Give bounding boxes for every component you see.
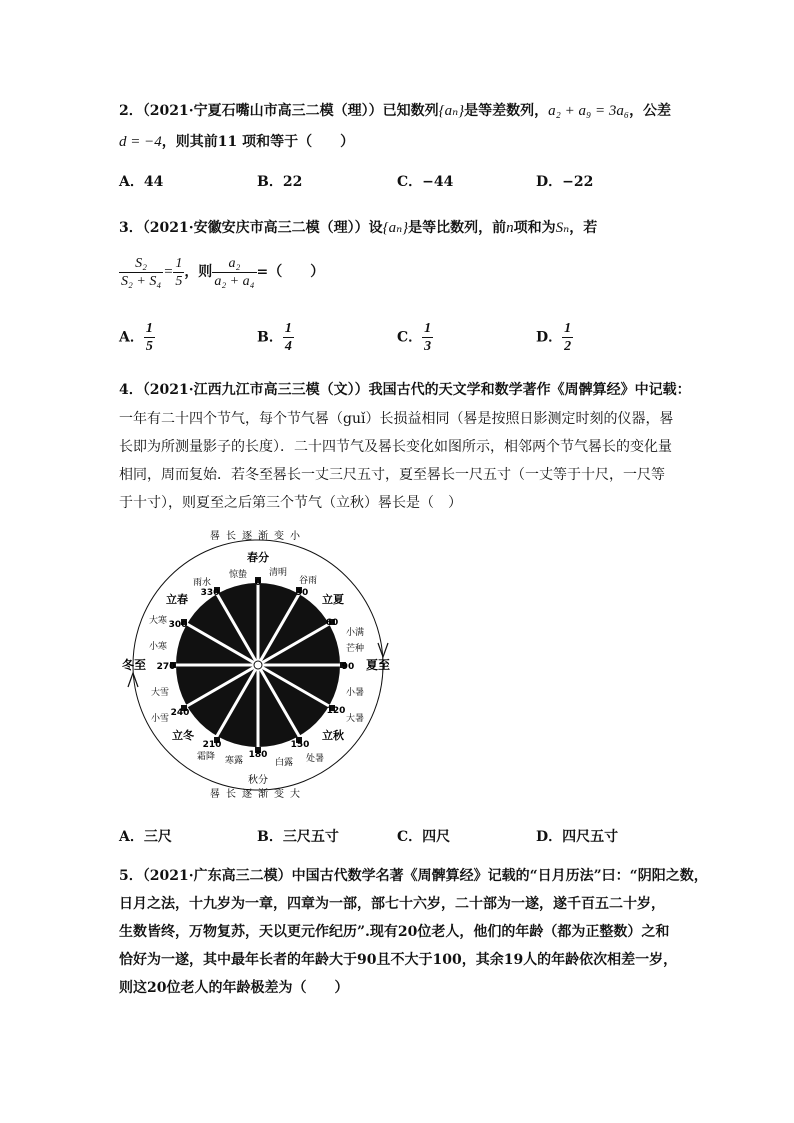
- q5-line5: 则这20位老人的年龄极差为（ ）: [119, 980, 349, 996]
- q5-line2: 日月之法，十九岁为一章，四章为一部，部七十六岁，二十部为一遂，遂千百五二十岁，: [119, 896, 665, 912]
- svg-text:芒种: 芒种: [345, 644, 365, 654]
- svg-text:雨水: 雨水: [192, 578, 212, 588]
- q2-option-a[interactable]: A．44: [119, 174, 164, 190]
- term-qiufen: 秋分: [248, 775, 268, 786]
- q4-line1: 4．（2021·江西九江市高三三模（文））我国古代的天文学和数学著作《周髀算经》中记载：: [119, 382, 691, 398]
- q4-option-a[interactable]: A．三尺: [119, 829, 172, 845]
- svg-text:惊蛰: 惊蛰: [228, 570, 248, 580]
- q2-line1: 2．（2021·宁夏石嘴山市高三二模（理））已知数列{aₙ}是等差数列，a₂ + a₉ = 3a₆，公差: [119, 103, 672, 119]
- sequence-notation: {aₙ}: [438, 103, 465, 119]
- svg-text:210: 210: [202, 740, 222, 750]
- q5-line4: 恰好为一遂，其中最年长者的年龄大于90且不大于100，其余19人的年龄依次相差一岁，: [119, 952, 678, 968]
- svg-text:寒露: 寒露: [224, 756, 244, 766]
- svg-text:小满: 小满: [345, 628, 365, 638]
- fraction-one-fifth: $\frac{1}{5}$: [175, 255, 183, 289]
- term-lixia: 立夏: [322, 593, 344, 606]
- top-arc-caption: 晷长逐渐变小: [210, 531, 306, 542]
- fraction-a2-ratio: $\frac{\text{a₂}}{\text{a₂ + a₄}}$: [214, 255, 255, 289]
- q3-line2: $\frac{\text{S₂}}{\text{S₂ + S₄}}$ = $\frac{1}{5}$ ，则 $\frac{\text{a₂}}{\text{a₂ + a₄}}$ =（ ）: [121, 255, 325, 289]
- q4-line4: 相同，周而复始．若冬至晷长一丈三尺五寸，夏至晷长一尺五寸（一丈等于十尺，一尺等: [119, 467, 665, 483]
- svg-text:小寒: 小寒: [148, 642, 168, 652]
- q4-line3: 长即为所测量影子的长度）．二十四节气及晷长变化如图所示，相邻两个节气晷长的变化量: [119, 439, 672, 455]
- svg-text:270: 270: [156, 662, 176, 672]
- svg-text:180: 180: [248, 750, 268, 760]
- q4-option-b[interactable]: B．三尺五寸: [257, 829, 339, 845]
- svg-text:小暑: 小暑: [345, 688, 365, 698]
- svg-text:120: 120: [326, 706, 346, 716]
- q2-line2: d = −4，则其前11 项和等于（ ）: [119, 134, 355, 150]
- q5-line1: 5．（2021·广东高三二模）中国古代数学名著《周髀算经》记载的“日月历法”曰：“阴阳之数，: [119, 868, 708, 884]
- fraction-s2-ratio: $\frac{\text{S₂}}{\text{S₂ + S₄}}$: [121, 255, 162, 289]
- q4-line5: 于十寸），则夏至之后第三个节气（立秋）晷长是（ ）: [119, 495, 462, 511]
- q2-option-c[interactable]: C．−44: [397, 174, 454, 190]
- term-dongzhi: 冬至: [122, 658, 147, 672]
- svg-text:处暑: 处暑: [305, 754, 325, 764]
- q3-option-c[interactable]: C． $\frac{1}{3}$: [397, 321, 432, 354]
- term-chunfen: 春分: [247, 551, 269, 564]
- svg-text:小雪: 小雪: [150, 714, 170, 724]
- bottom-arc-caption: 晷长逐渐变大: [210, 789, 306, 800]
- svg-text:大寒: 大寒: [148, 616, 168, 626]
- q3-option-a[interactable]: A． $\frac{1}{5}$: [119, 321, 153, 354]
- term-liqiu: 立秋: [322, 729, 344, 742]
- center-dot: [254, 661, 262, 669]
- svg-text:300: 300: [168, 620, 188, 630]
- q3-option-b[interactable]: B． $\frac{1}{4}$: [257, 321, 292, 354]
- svg-text:白露: 白露: [274, 758, 294, 768]
- svg-text:30: 30: [295, 588, 309, 598]
- q5-line3: 生数皆终，万物复苏，天以更元作纪历”.现有20位老人，他们的年龄（都为正整数）之和: [119, 924, 670, 940]
- svg-text:大暑: 大暑: [345, 714, 365, 724]
- svg-text:90: 90: [341, 662, 355, 672]
- q3-line1: 3．（2021·安徽安庆市高三二模（理））设{aₙ}是等比数列，前n项和为Sₙ，若: [119, 220, 598, 236]
- svg-text:霜降: 霜降: [196, 752, 216, 762]
- q3-option-d[interactable]: D． $\frac{1}{2}$: [536, 321, 572, 354]
- q2-option-b[interactable]: B．22: [257, 174, 303, 190]
- condition-formula: a₂ + a₉ = 3a₆: [548, 103, 630, 119]
- svg-text:0: 0: [254, 578, 262, 588]
- term-lichun: 立春: [166, 593, 188, 606]
- solar-terms-wheel-figure: [110, 525, 410, 805]
- q2-option-d[interactable]: D．−22: [536, 174, 594, 190]
- svg-text:清明: 清明: [268, 568, 288, 578]
- svg-text:240: 240: [170, 708, 190, 718]
- svg-text:330: 330: [200, 588, 220, 598]
- svg-text:150: 150: [290, 740, 310, 750]
- q4-line2: 一年有二十四个节气，每个节气晷（guǐ）长损益相同（晷是按照日影测定时刻的仪器，晷: [119, 411, 674, 427]
- q4-option-d[interactable]: D．四尺五寸: [536, 829, 619, 845]
- svg-text:60: 60: [325, 618, 339, 628]
- term-lidong: 立冬: [172, 729, 194, 742]
- term-xiazhi: 夏至: [366, 658, 391, 672]
- svg-text:大雪: 大雪: [150, 688, 170, 698]
- svg-text:谷雨: 谷雨: [298, 576, 318, 586]
- q4-option-c[interactable]: C．四尺: [397, 829, 451, 845]
